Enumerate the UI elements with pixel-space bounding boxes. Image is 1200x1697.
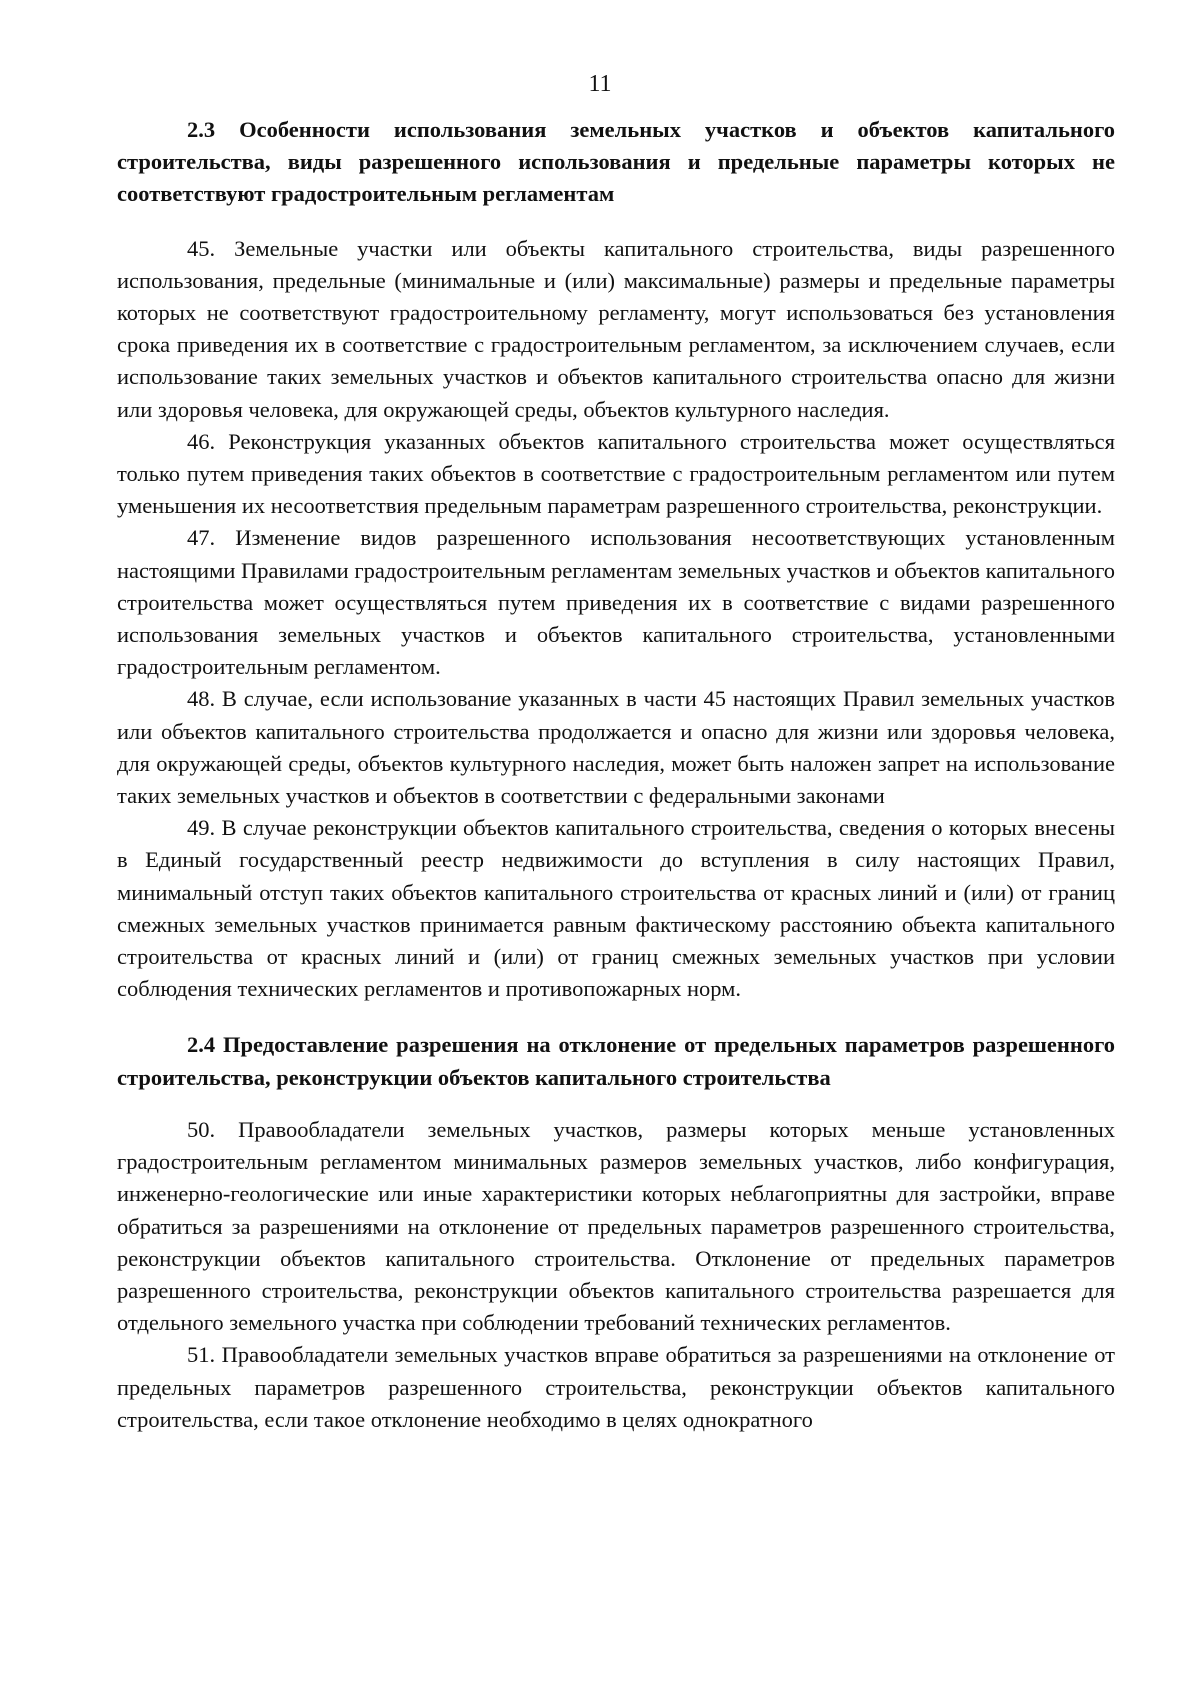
- section-heading-2-3: 2.3 Особенности использования земельных участков и объектов капитального строительства, виды разрешенного использования и предельные параметры которых не соответствуют градостроительным регламентам: [117, 117, 1115, 207]
- paragraph-45: 45. Земельные участки или объекты капитального строительства, виды разрешенного использования, предельные (минимальные и (или) максимальные) размеры и предельные параметры которых не соответствуют градостроительному регламенту, могут использоваться без установления срока приведения их в соответствие с градостроительным регламентом, за исключением случаев, если использование таких земельных участков и объектов капитального строительства опасно для жизни или здоровья человека, для окружающей среды, объектов культурного наследия.: [117, 235, 1115, 422]
- page-number: 11: [588, 71, 612, 97]
- paragraph-51: 51. Правообладатели земельных участков вправе обратиться за разрешениями на отклонение от предельных параметров разрешенного строительства, реконструкции объектов капитального строительства, если такое отклонение необходимо в целях однократного: [117, 1342, 1115, 1432]
- paragraph-46: 46. Реконструкция указанных объектов капитального строительства может осуществляться только путем приведения таких объектов в соответствие с градостроительным регламентом или путем уменьшения их несоответствия предельным параметрам разрешенного строительства, реконструкции.: [117, 428, 1115, 519]
- paragraph-47: 47. Изменение видов разрешенного использования несоответствующих установленным настоящими Правилами градостроительным регламентам земельных участков и объектов капитального строительства может осуществляться путем приведения их в соответствие с видами разрешенного использования земельных участков и объектов капитального строительства, установленными градостроительным регламентом.: [117, 525, 1115, 680]
- paragraph-50: 50. Правообладатели земельных участков, размеры которых меньше установленных градостроительным регламентом минимальных размеров земельных участков, либо конфигурация, инженерно-геологические или иные характеристики которых неблагоприятны для застройки, вправе обратиться за разрешениями на отклонение от предельных параметров разрешенного строительства, реконструкции объектов капитального строительства. Отклонение от предельных параметров разрешенного строительства, реконструкции объектов капитального строительства разрешается для отдельного земельного участка при соблюдении требований технических регламентов.: [117, 1116, 1115, 1336]
- paragraph-48: 48. В случае, если использование указанных в части 45 настоящих Правил земельных участков или объектов капитального строительства продолжается и опасно для жизни или здоровья человека, для окружающей среды, объектов культурного наследия, может быть наложен запрет на использование таких земельных участков и объектов в соответствии с федеральными законами: [117, 686, 1115, 809]
- paragraph-49: 49. В случае реконструкции объектов капитального строительства, сведения о которых внесены в Единый государственный реестр недвижимости до вступления в силу настоящих Правил, минимальный отступ таких объектов капитального строительства от красных линий и (или) от границ смежных земельных участков принимается равным фактическому расстоянию объекта капитального строительства от красных линий и (или) от границ смежных земельных участков при условии соблюдения технических регламентов и противопожарных норм.: [117, 815, 1115, 1002]
- document-body: [117, 114, 1115, 1436]
- section-heading-2-4: 2.4 Предоставление разрешения на отклонение от предельных параметров разрешенного строительства, реконструкции объектов капитального строительства: [117, 1032, 1115, 1090]
